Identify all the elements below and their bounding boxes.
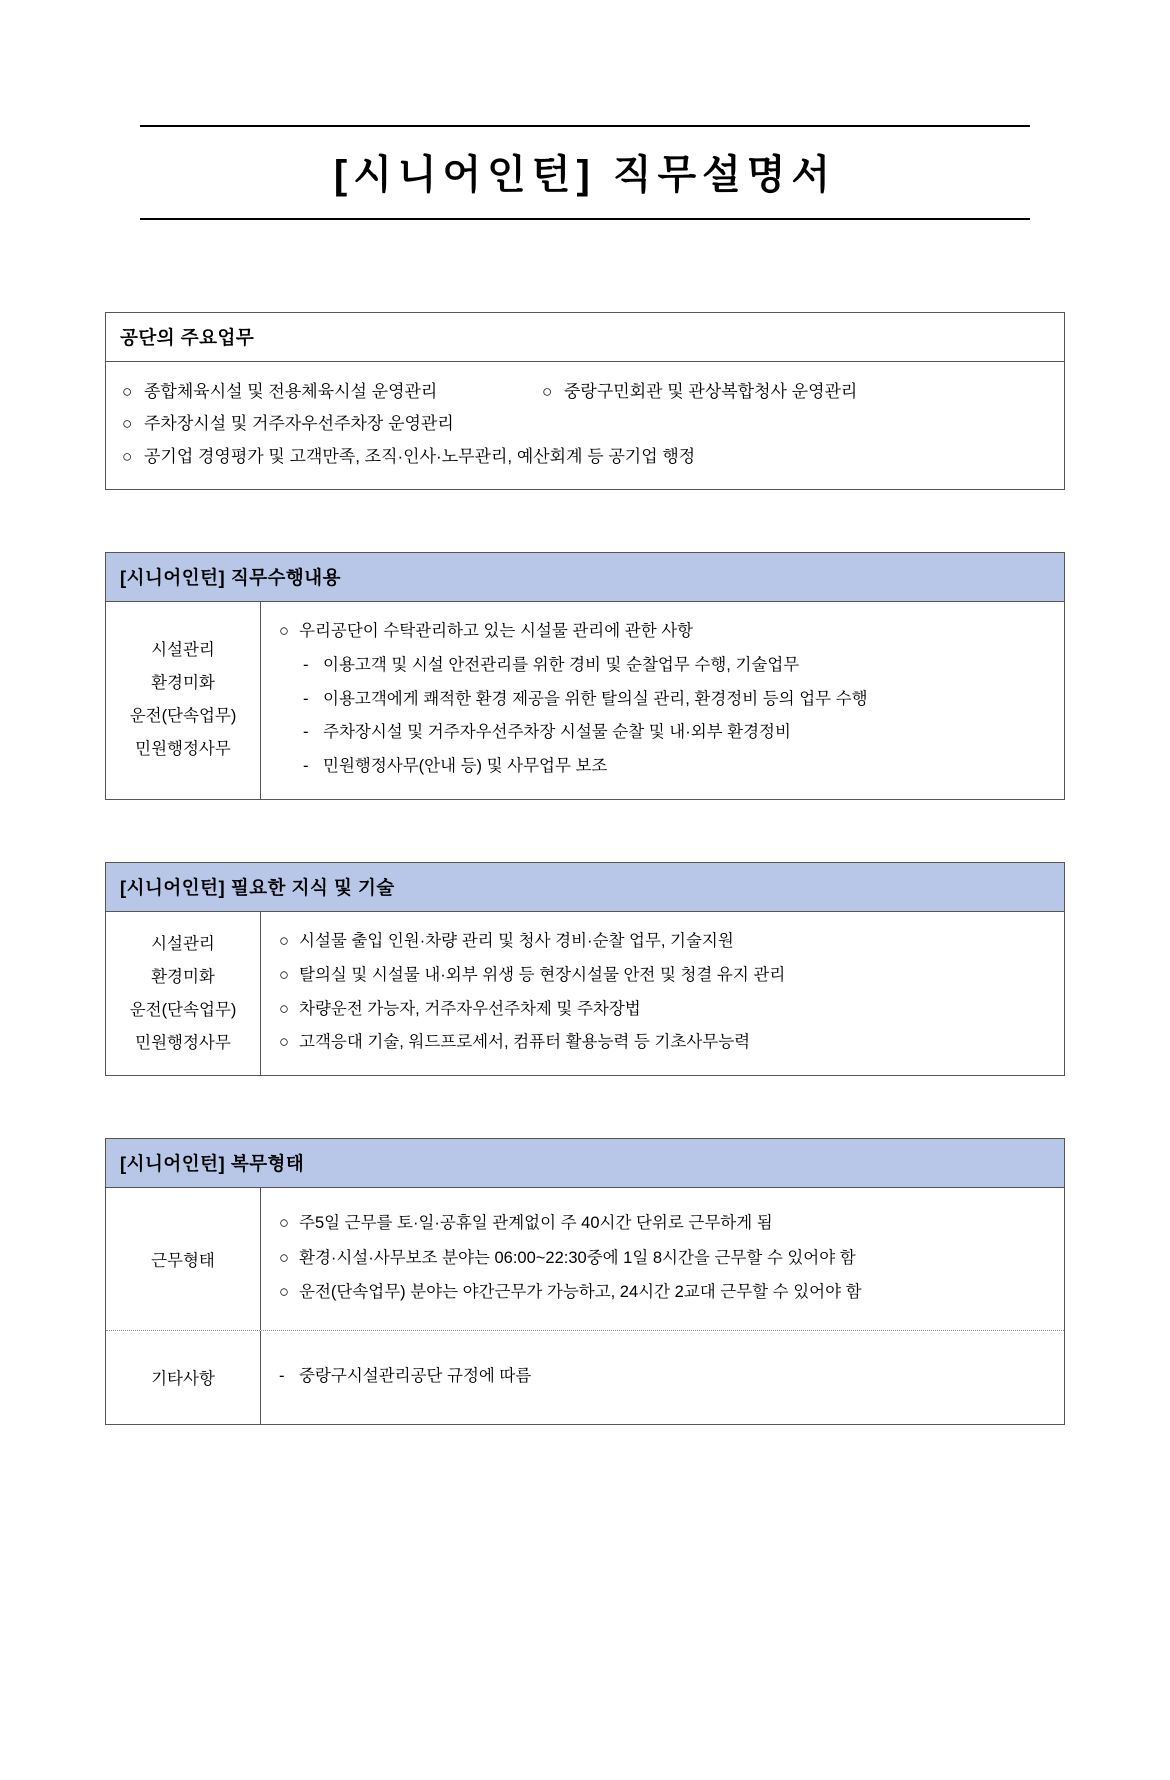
list-item-text: 중랑구시설관리공단 규정에 따름 [299,1367,532,1386]
list-item-text: 고객응대 기술, 워드프로세서, 컴퓨터 활용능력 등 기초사무능력 [299,1033,751,1052]
category-label: 민원행정사무 [135,1033,231,1052]
list-item [279,1241,1048,1276]
service-type-label-cell: 근무형태 [106,1188,261,1330]
category-label: 시설관리 [151,934,215,953]
section-main-duties [105,312,1065,490]
service-type-row [106,1331,1064,1424]
list-item [279,1026,1048,1060]
section-main-duties-heading: 공단의 주요업무 [106,313,1064,362]
duty-cell [122,376,542,408]
section-job-content-heading: [시니어인턴] 직무수행내용 [106,553,1064,602]
list-item [279,993,1048,1027]
category-label: 환경미화 [151,674,215,693]
circle-bullet-icon: ○ [279,999,289,1018]
circle-bullet-icon: ○ [279,1283,289,1302]
duty-text: 중랑구민회관 및 관상복합청사 운영관리 [564,382,858,401]
spacer-title-to-section1 [0,220,1170,312]
section-service-type [105,1138,1065,1425]
service-type-row [106,1188,1064,1331]
list-item-text: 운전(단속업무) 분야는 야간근무가 가능하고, 24시간 2교대 근무할 수 있어야 함 [299,1283,862,1302]
list-item-text: 이용고객에게 쾌적한 환경 제공을 위한 탈의실 관리, 환경정비 등의 업무 수행 [323,689,868,708]
list-item [279,649,1048,683]
dash-bullet-icon: - [303,757,309,776]
circle-bullet-icon: ○ [279,931,289,950]
duty-cell [542,376,857,408]
list-item [279,716,1048,750]
list-item [279,925,1048,959]
category-label: 환경미화 [151,967,215,986]
knowledge-detail-cell [261,912,1064,1075]
category-label: 운전(단속업무) [129,1000,237,1019]
list-item-text: 탈의실 및 시설물 내·외부 위생 등 현장시설물 안전 및 청결 유지 관리 [299,965,786,984]
circle-bullet-icon: ○ [279,621,289,640]
knowledge-category-cell [106,912,261,1075]
section-main-duties-body [106,362,1064,489]
circle-bullet-icon: ○ [122,414,133,434]
circle-bullet-icon: ○ [542,382,553,401]
list-item-text: 이용고객 및 시설 안전관리를 위한 경비 및 순찰업무 수행, 기술업무 [323,655,800,674]
spacer-section1-to-section2 [0,490,1170,552]
list-item [279,750,1048,784]
list-item [279,1275,1048,1310]
duty-text: 종합체육시설 및 전용체육시설 운영관리 [144,382,438,401]
list-item-text: 환경·시설·사무보조 분야는 06:00~22:30중에 1일 8시간을 근무할 수 있어야 함 [299,1248,856,1267]
circle-bullet-icon: ○ [279,1033,289,1052]
section-knowledge-heading: [시니어인턴] 필요한 지식 및 기술 [106,863,1064,912]
category-label: 시설관리 [151,641,215,660]
circle-bullet-icon: ○ [279,1248,289,1267]
document-title-block [140,125,1030,220]
section-knowledge-table [106,912,1064,1075]
category-label: 운전(단속업무) [129,707,237,726]
job-content-category-cell [106,602,261,799]
circle-bullet-icon: ○ [279,965,289,984]
document-page [0,125,1170,1780]
list-item-text: 우리공단이 수탁관리하고 있는 시설물 관리에 관한 사항 [299,621,694,640]
duty-cell [122,441,695,473]
section-service-type-heading: [시니어인턴] 복무형태 [106,1139,1064,1188]
list-item [279,959,1048,993]
service-type-detail-cell [261,1331,1064,1424]
circle-bullet-icon: ○ [122,382,133,401]
duty-line [122,441,1048,473]
circle-bullet-icon: ○ [279,1214,289,1233]
list-item [279,615,1048,649]
spacer-section3-to-section4 [0,1076,1170,1138]
list-item-text: 주차장시설 및 거주자우선주차장 시설물 순찰 및 내·외부 환경정비 [323,723,791,742]
spacer-section2-to-section3 [0,800,1170,862]
duty-line [122,408,1048,440]
dash-bullet-icon: - [279,1367,285,1386]
section-job-content [105,552,1065,800]
list-item-text: 시설물 출입 인원·차량 관리 및 청사 경비·순찰 업무, 기술지원 [299,931,734,950]
dash-bullet-icon: - [303,723,309,742]
job-content-detail-cell [261,602,1064,799]
duty-line [122,376,1048,408]
list-item-text: 차량운전 가능자, 거주자우선주차제 및 주차장법 [299,999,641,1018]
dash-bullet-icon: - [303,655,309,674]
list-item [279,1359,1048,1394]
dash-bullet-icon: - [303,689,309,708]
list-item-text: 주5일 근무를 토·일·공휴일 관계없이 주 40시간 단위로 근무하게 됨 [299,1214,773,1233]
service-type-label-cell: 기타사항 [106,1331,261,1424]
list-item [279,683,1048,717]
section-knowledge [105,862,1065,1076]
duty-text: 공기업 경영평가 및 고객만족, 조직·인사·노무관리, 예산회계 등 공기업 행정 [144,446,696,466]
duty-cell [122,408,454,440]
list-item-text: 민원행정사무(안내 등) 및 사무업무 보조 [323,757,608,776]
list-item [279,1206,1048,1241]
section-job-content-table [106,602,1064,799]
circle-bullet-icon: ○ [122,446,133,466]
duty-text: 주차장시설 및 거주자우선주차장 운영관리 [144,414,454,434]
service-type-detail-cell [261,1188,1064,1330]
page-title: [시니어인턴] 직무설명서 [333,153,837,197]
category-label: 민원행정사무 [135,740,231,759]
